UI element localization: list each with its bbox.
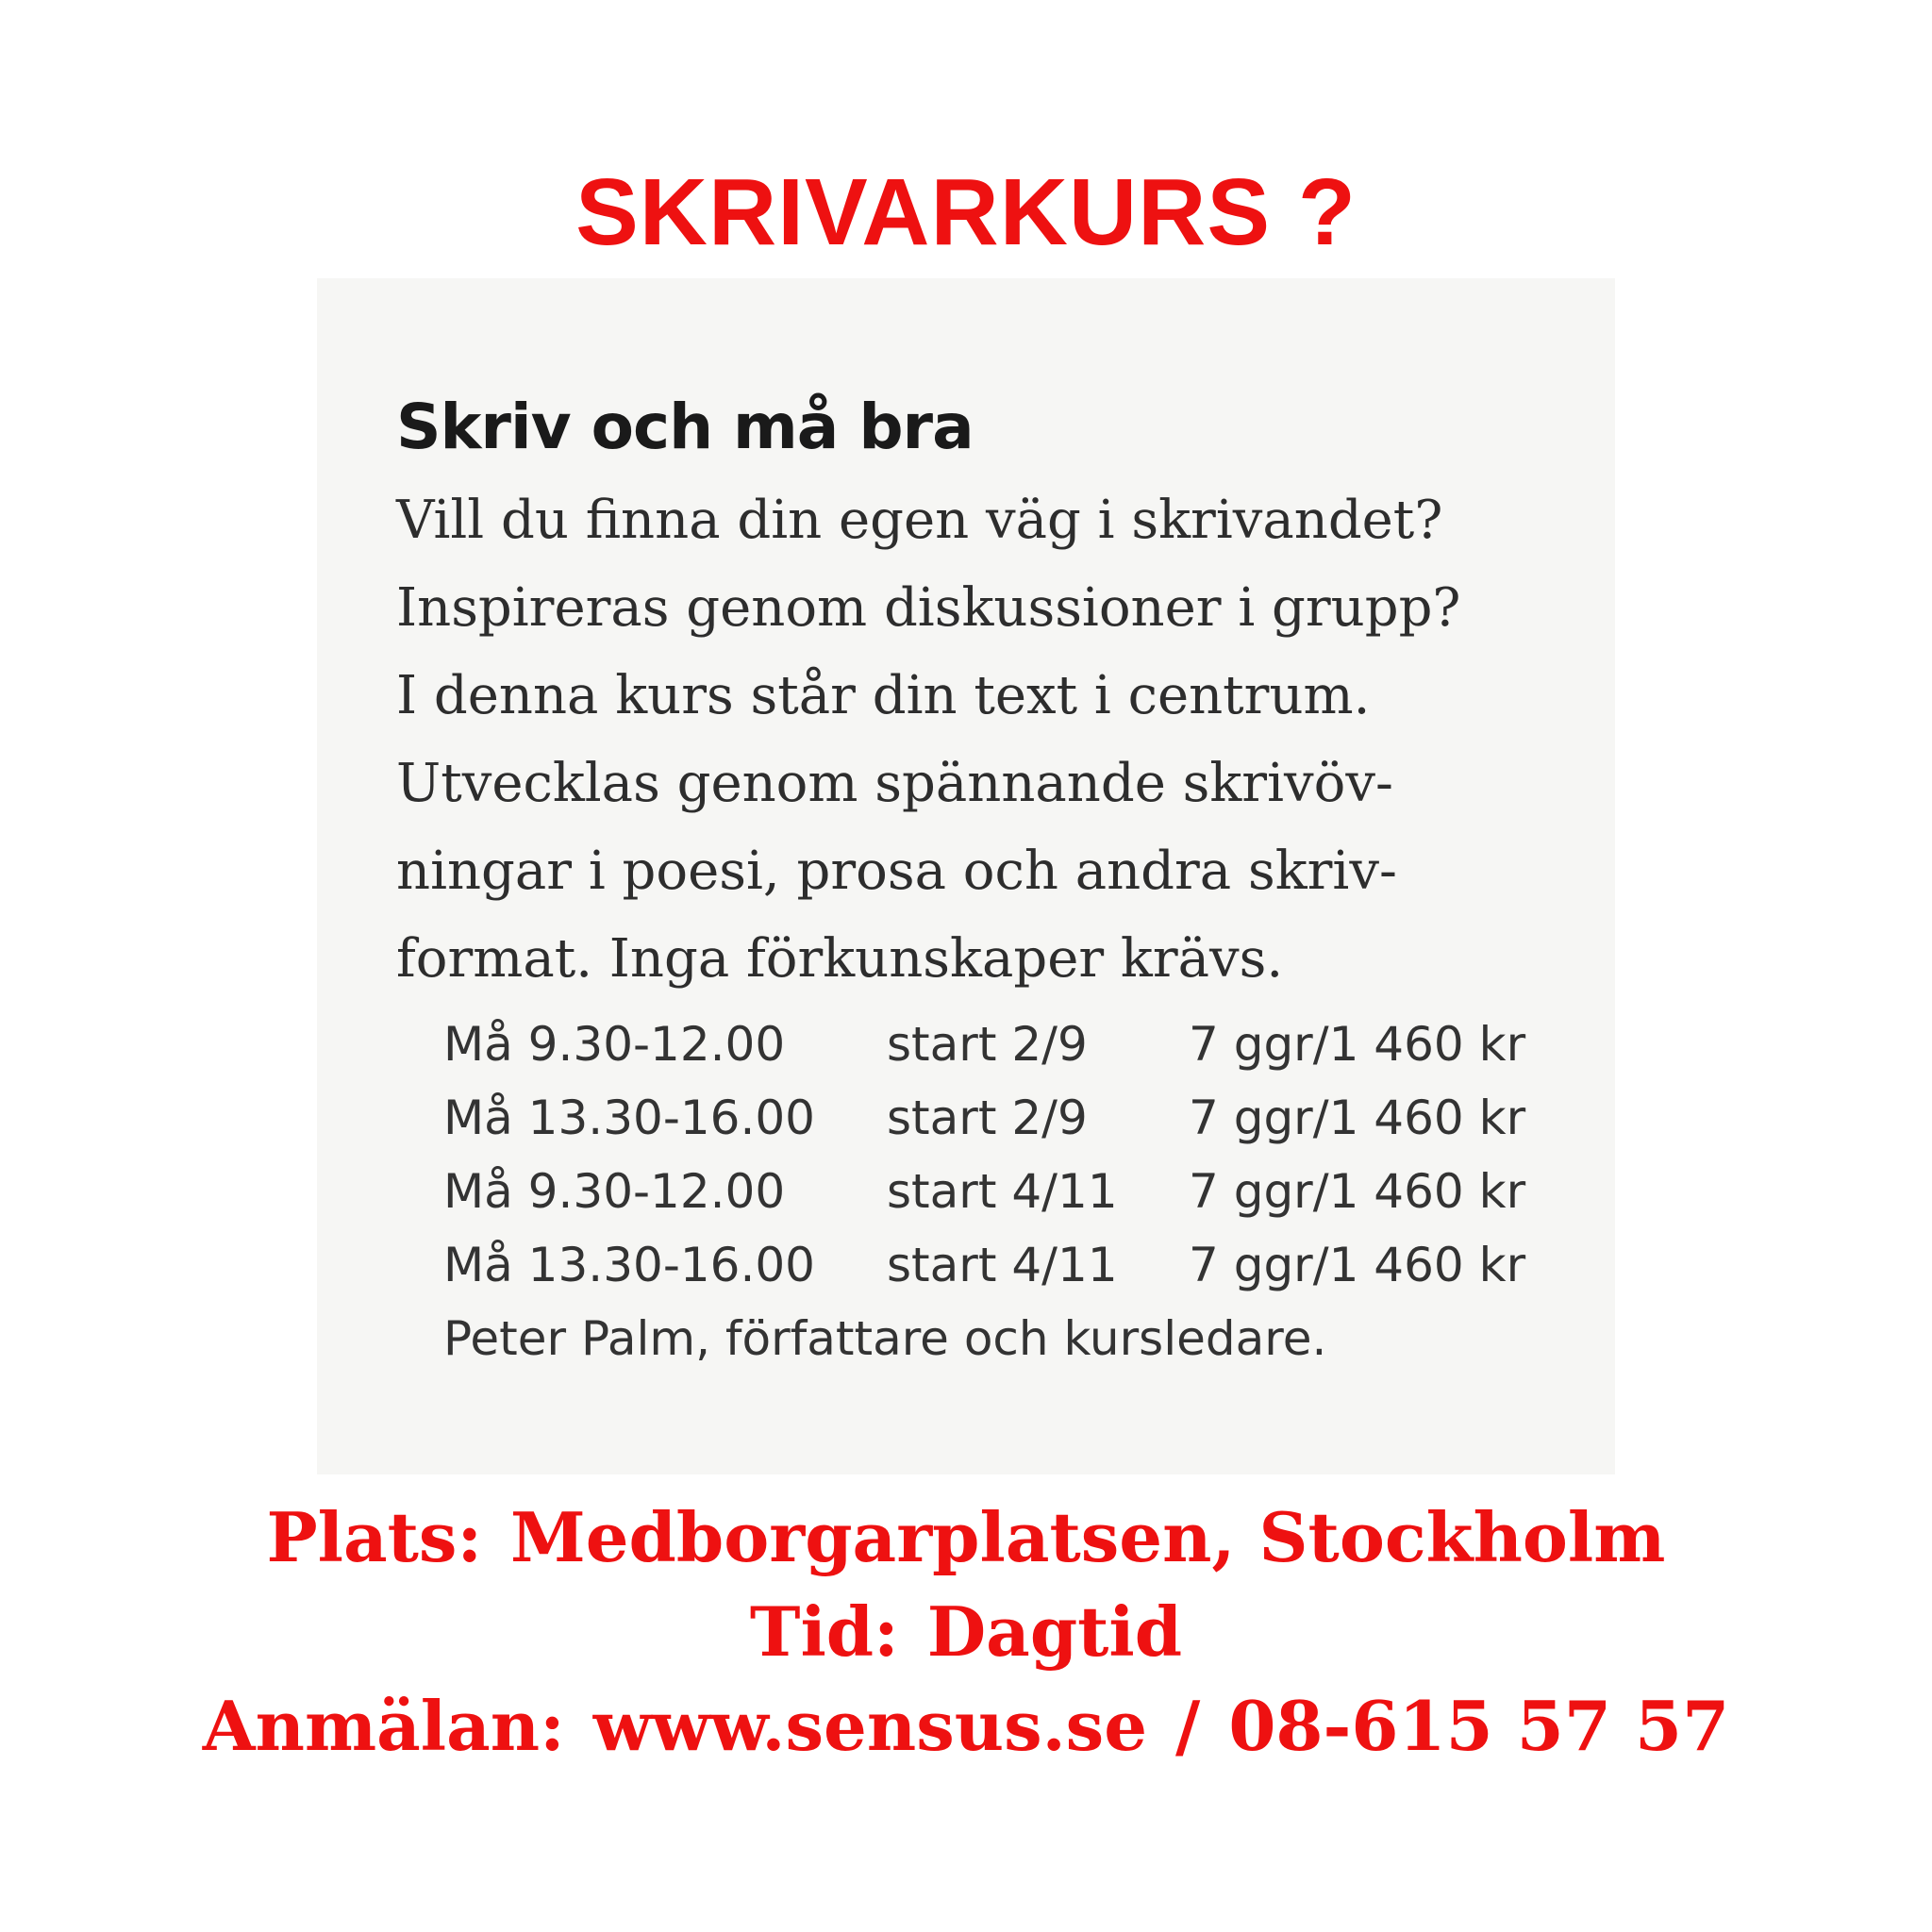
headline: SKRIVARKURS ? xyxy=(575,159,1357,265)
session-price: 7 ggr/1 460 kr xyxy=(1189,1164,1526,1219)
signup-separator: / xyxy=(1175,1686,1201,1766)
session-start: start 2/9 xyxy=(887,1091,1088,1145)
session-start: start 4/11 xyxy=(887,1164,1118,1219)
description-line: Inspireras genom diskussioner i grupp? xyxy=(396,577,1461,639)
description-line: format. Inga förkunskaper krävs. xyxy=(396,928,1284,990)
course-title: Skriv och må bra xyxy=(396,391,974,463)
session-time: Må 13.30-16.00 xyxy=(443,1238,815,1292)
session-price: 7 ggr/1 460 kr xyxy=(1189,1017,1526,1072)
newspaper-clipping xyxy=(317,278,1615,1474)
signup-label: Anmälan: xyxy=(202,1686,565,1766)
session-time: Må 9.30-12.00 xyxy=(443,1164,786,1219)
schedule-row xyxy=(443,1155,1525,1228)
session-start: start 2/9 xyxy=(887,1017,1088,1072)
session-time: Må 9.30-12.00 xyxy=(443,1017,786,1072)
signup-website[interactable]: www.sensus.se xyxy=(592,1686,1148,1766)
course-schedule xyxy=(443,1008,1525,1302)
place-label: Plats: xyxy=(266,1497,483,1577)
course-leader: Peter Palm, författare och kursledare. xyxy=(443,1311,1327,1366)
signup-row xyxy=(0,1679,1932,1774)
session-price: 7 ggr/1 460 kr xyxy=(1189,1091,1526,1145)
description-line: ningar i poesi, prosa och andra skriv- xyxy=(396,841,1397,902)
time-value: Dagtid xyxy=(926,1591,1183,1672)
course-info xyxy=(0,1491,1932,1774)
description-line: Utvecklas genom spännande skrivöv- xyxy=(396,753,1393,814)
time-row xyxy=(0,1585,1932,1679)
session-time: Må 13.30-16.00 xyxy=(443,1091,815,1145)
place-row xyxy=(0,1491,1932,1585)
session-start: start 4/11 xyxy=(887,1238,1118,1292)
description-line: Vill du finna din egen väg i skrivandet? xyxy=(396,490,1443,551)
schedule-row xyxy=(443,1228,1525,1302)
signup-phone: 08-615 57 57 xyxy=(1228,1686,1730,1766)
time-label: Tid: xyxy=(749,1591,899,1672)
session-price: 7 ggr/1 460 kr xyxy=(1189,1238,1526,1292)
schedule-row xyxy=(443,1008,1525,1081)
schedule-row xyxy=(443,1081,1525,1155)
description-line: I denna kurs står din text i centrum. xyxy=(396,665,1371,726)
course-description xyxy=(396,476,1538,1003)
place-value: Medborgarplatsen, Stockholm xyxy=(510,1497,1666,1577)
